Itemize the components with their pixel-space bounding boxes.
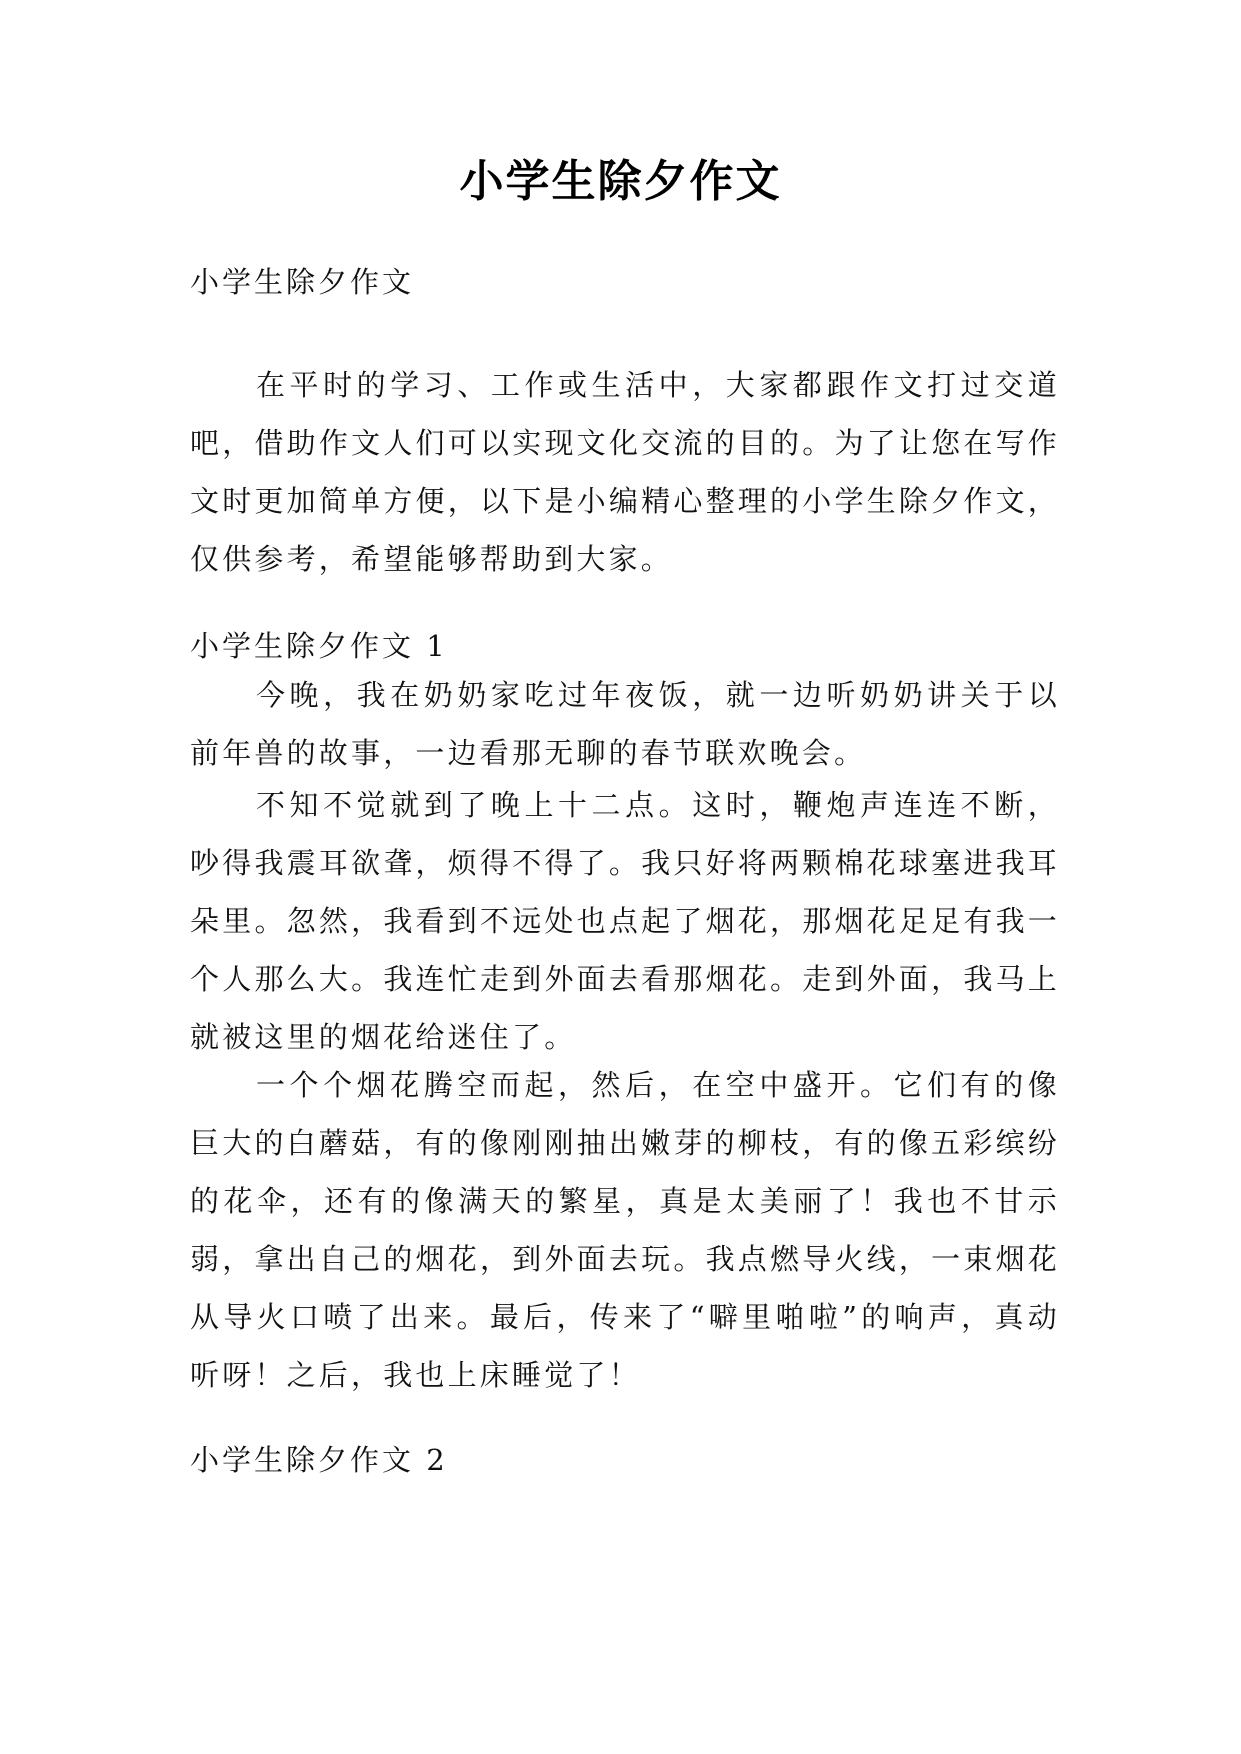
essay-1-heading: 小学生除夕作文 1: [190, 629, 448, 663]
essay-1-paragraph-3: 一个个烟花腾空而起，然后，在空中盛开。它们有的像巨大的白蘑菇，有的像刚刚抽出嫩芽的柳枝，有的像五彩缤纷的花伞，还有的像满天的繁星，真是太美丽了！我也不甘示弱，拿出自己的烟花，到外面去玩。我点燃导火线，一束烟花从导火口喷了出来。最后，传来了“噼里啪啦”的响声，真动听呀！之后，我也上床睡觉了！: [190, 1068, 1060, 1392]
essay-1-paragraph-2: 不知不觉就到了晚上十二点。这时，鞭炮声连连不断，吵得我震耳欲聋，烦得不得了。我只好将两颗棉花球塞进我耳朵里。忽然，我看到不远处也点起了烟花，那烟花足足有我一个人那么大。我连忙走到外面去看那烟花。走到外面，我马上就被这里的烟花给迷住了。: [190, 788, 1060, 1054]
document-title: 小学生除夕作文: [459, 156, 782, 207]
essay-2-heading: 小学生除夕作文 2: [190, 1443, 448, 1477]
subtitle: 小学生除夕作文: [190, 265, 415, 299]
intro-paragraph: 在平时的学习、工作或生活中，大家都跟作文打过交道吧，借助作文人们可以实现文化交流的目的。为了让您在写作文时更加简单方便，以下是小编精心整理的小学生除夕作文，仅供参考，希望能够帮助到大家。: [190, 368, 1060, 576]
essay-1-paragraph-1: 今晚，我在奶奶家吃过年夜饭，就一边听奶奶讲关于以前年兽的故事，一边看那无聊的春节联欢晚会。: [190, 678, 1060, 770]
